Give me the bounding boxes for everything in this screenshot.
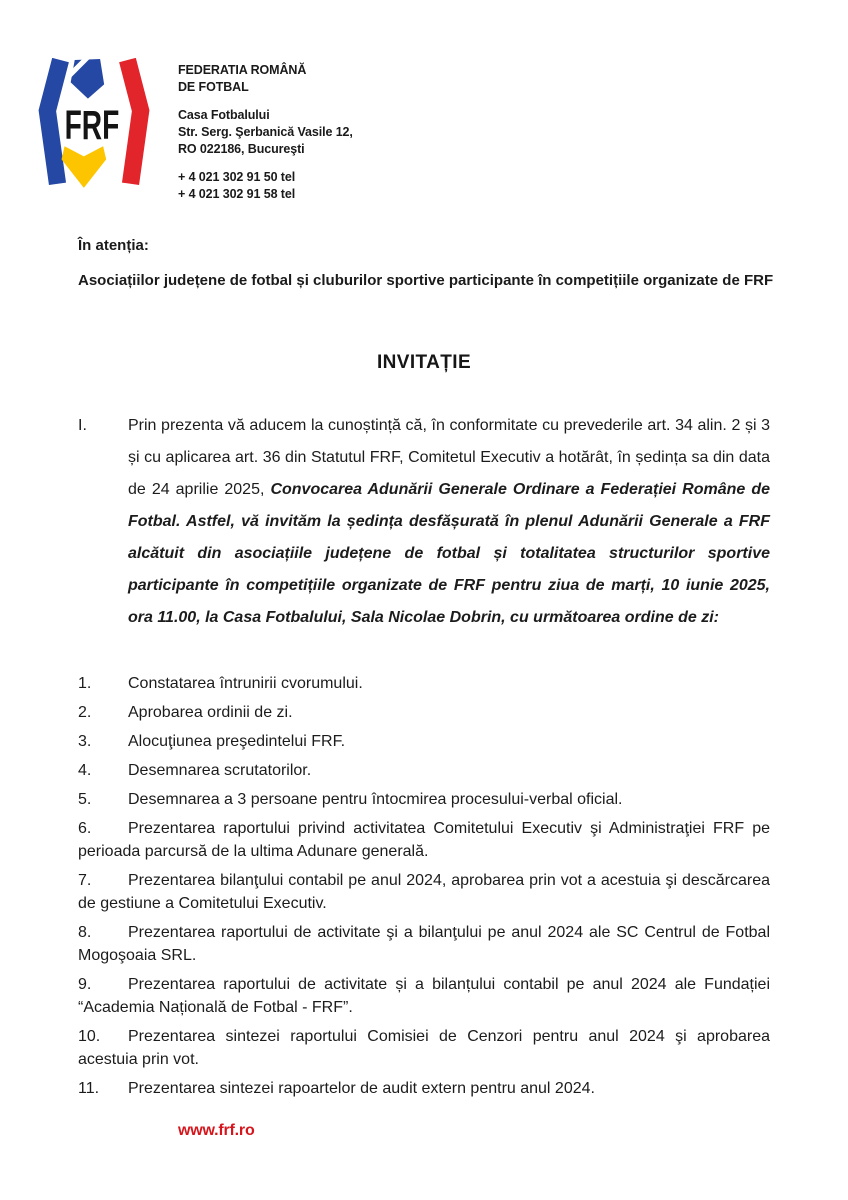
agenda-item-text: Alocuţiunea preşedintelui FRF.	[128, 733, 346, 750]
address-line3: RO 022186, Bucureşti	[178, 142, 305, 156]
agenda-item	[78, 921, 770, 967]
logo-left-ribbon-icon	[47, 60, 60, 184]
org-phones	[178, 169, 353, 203]
agenda-list	[78, 672, 770, 1106]
recipient-block	[78, 230, 778, 296]
agenda-item-text: Aprobarea ordinii de zi.	[128, 704, 293, 721]
agenda-item-text: Prezentarea raportului privind activitatea Comitetului Executiv şi Administraţiei FRF pe perioada parcursă de la ultima Adunare generală.	[78, 820, 770, 860]
preamble-marker: I.	[78, 417, 87, 434]
agenda-item	[78, 1077, 770, 1100]
website-link[interactable]: www.frf.ro	[178, 1122, 255, 1139]
agenda-item-number: 7.	[78, 872, 92, 889]
logo-top-panel-icon	[71, 59, 104, 99]
agenda-item-text: Prezentarea sintezei raportului Comisiei de Cenzori pentru anul 2024 şi aprobarea acestuia prin vot.	[78, 1028, 770, 1068]
agenda-item-number: 10.	[78, 1028, 101, 1045]
agenda-item-number: 5.	[78, 791, 92, 808]
phone-line2: + 4 021 302 91 58 tel	[178, 187, 296, 201]
agenda-item	[78, 701, 770, 724]
address-line1: Casa Fotbalului	[178, 108, 270, 122]
agenda-item	[78, 672, 770, 695]
logo-bottom-panel-icon	[62, 146, 107, 188]
org-address	[178, 107, 353, 158]
agenda-item-text: Prezentarea raportului de activitate şi a bilanţului pe anul 2024 ale SC Centrul de Fotbal Mogoşoaia SRL.	[78, 924, 770, 964]
agenda-item-number: 4.	[78, 762, 92, 779]
agenda-item-text: Constatarea întrunirii cvorumului.	[128, 675, 363, 692]
agenda-item	[78, 730, 770, 753]
agenda-item-text: Desemnarea a 3 persoane pentru întocmirea procesului-verbal oficial.	[128, 791, 623, 808]
org-name-line1: FEDERATIA ROMÂNĂ	[178, 63, 307, 77]
address-line2: Str. Serg. Şerbanică Vasile 12,	[178, 125, 353, 139]
preamble-emphasis-text: Convocarea Adunării Generale Ordinare a Federației Române de Fotbal. Astfel, vă invităm la ședința desfășurată în plenul Adunării Generale a FRF alcătuit din asociațiile județene de fotbal și totalitatea structurilor sportive participante în competițiile organizate de FRF pentru ziua de marți, 10 iunie 2025, ora 11.00, la Casa Fotbalului, Sala Nicolae Dobrin, cu următoarea ordine de zi:	[128, 481, 770, 626]
page-footer	[178, 1122, 255, 1140]
agenda-item	[78, 973, 770, 1019]
agenda-item-text: Prezentarea raportului de activitate și a bilanțului contabil pe anul 2024 ale Fundației “Academia Națională de Fotbal - FRF”.	[78, 976, 770, 1016]
preamble-paragraph	[78, 410, 770, 634]
agenda-item-number: 11.	[78, 1080, 100, 1097]
agenda-item-number: 9.	[78, 976, 92, 993]
agenda-item	[78, 759, 770, 782]
agenda-item	[78, 1025, 770, 1071]
phone-line1: + 4 021 302 91 50 tel	[178, 170, 296, 184]
org-name-line2: DE FOTBAL	[178, 80, 249, 94]
document-title: INVITAȚIE	[376, 352, 472, 373]
logo-right-ribbon-icon	[127, 60, 140, 184]
letterhead	[178, 62, 353, 214]
frf-logo	[38, 58, 150, 200]
agenda-item-text: Prezentarea bilanţului contabil pe anul 2024, aprobarea prin vot a acestuia şi descărcarea de gestiune a Comitetului Executiv.	[78, 872, 770, 912]
agenda-item-number: 1.	[78, 675, 92, 692]
agenda-item-number: 2.	[78, 704, 92, 721]
agenda-item	[78, 788, 770, 811]
agenda-item	[78, 869, 770, 915]
recipient-text: Asociațiilor județene de fotbal și cluburilor sportive participante în competițiile organizate de FRF	[78, 272, 774, 289]
preamble-intro-text: Prin prezenta vă aducem la cunoștință că, în conformitate cu prevederile art. 34 alin. 2 și 3 și cu aplicarea art. 36 din Statutul FRF, Comitetul Executiv a hotărât, în ședința sa din data de 24 aprilie 2025,	[128, 417, 770, 498]
agenda-item-number: 6.	[78, 820, 92, 837]
agenda-item-number: 3.	[78, 733, 92, 750]
recipient-label: În atenția:	[78, 237, 149, 254]
agenda-item-number: 8.	[78, 924, 92, 941]
agenda-item-text: Prezentarea sintezei rapoartelor de audit extern pentru anul 2024.	[128, 1080, 595, 1097]
frf-logo-text: FRF	[64, 102, 120, 149]
org-name	[178, 62, 353, 96]
agenda-item-text: Desemnarea scrutatorilor.	[128, 762, 312, 779]
agenda-item	[78, 817, 770, 863]
